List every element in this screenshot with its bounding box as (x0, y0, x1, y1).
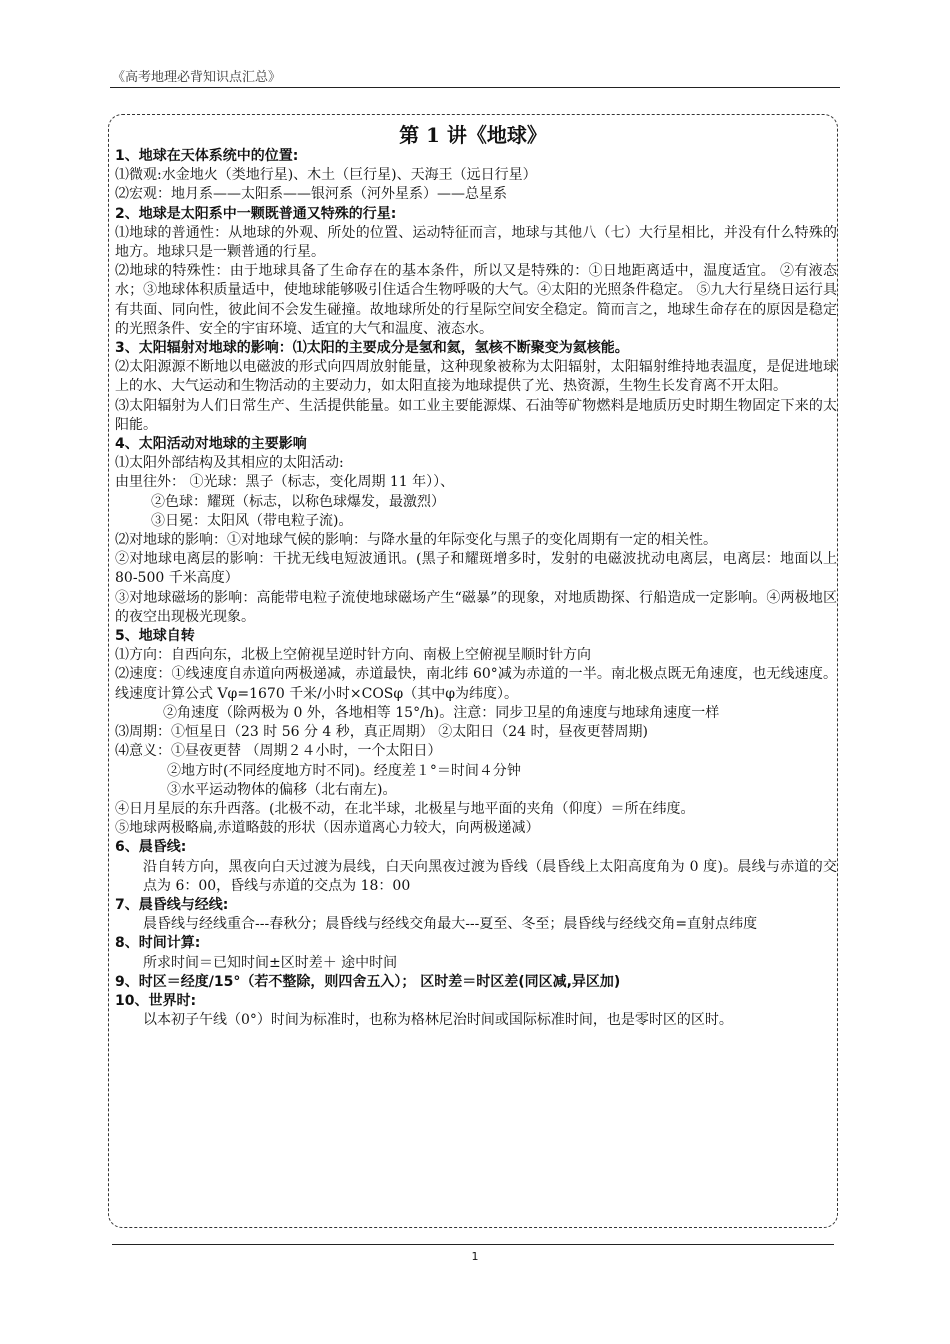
paragraph: ②地方时(不同经度地方时不同)。经度差１°＝时间４分钟 (167, 762, 521, 779)
paragraph: ⑶周期：①恒星日（23 时 56 分 4 秒，真正周期） ②太阳日（24 时，昼夜更替周期) (115, 724, 648, 741)
paragraph: ⑵宏观：地月系——太阳系——银河系（河外星系）——总星系 (115, 186, 507, 203)
section-heading-2: 2、地球是太阳系中一颗既普通又特殊的行星: (115, 205, 397, 222)
paragraph: ⑵地球的特殊性：由于地球具备了生命存在的基本条件，所以又是特殊的：①日地距离适中，温度适宜。 ②有液态水；③地球体积质量适中，使地球能够吸引住适合生物呼吸的大气。④太阳的光照条件稳定。 ⑤九大行星绕日运行具有共面、同向性，彼此间不会发生碰撞。故地球所处的行星际空间安全稳定。简而言之，地球生命存在的原因是稳定的光照条件、安全的宇宙环境、适宜的大气和温度、液态水。 (115, 263, 837, 337)
paragraph: ⑴微观:水金地火（类地行星)、木土（巨行星)、天海王（远日行星） (115, 167, 537, 184)
footer-divider (112, 1244, 834, 1245)
paragraph: ③日冕：太阳风（带电粒子流)。 (151, 512, 353, 529)
paragraph: 由里往外： ①光球：黑子（标志，变化周期 11 年））、 (115, 474, 455, 491)
paragraph: ⑵对地球的影响：①对地球气候的影响：与降水量的年际变化与黑子的变化周期有一定的相关性。 (115, 532, 717, 549)
content-frame (108, 114, 838, 1228)
header-divider (110, 87, 840, 88)
paragraph: ②角速度（除两极为 0 外，各地相等 15°/h)。注意：同步卫星的角速度与地球角速度一样 (163, 704, 720, 721)
paragraph: 以本初子午线（0°）时间为标准时，也称为格林尼治时间或国际标准时间，也是零时区的区时。 (143, 1012, 733, 1029)
lecture-title: 第 1 讲《地球》 (399, 123, 547, 147)
section-heading-10: 10、世界时: (115, 992, 197, 1009)
section-heading-3: 3、太阳辐射对地球的影响：⑴太阳的主要成分是氢和氦，氢核不断聚变为氦核能。 (115, 340, 629, 357)
paragraph: ⑴地球的普通性：从地球的外观、所处的位置、运动特征而言，地球与其他八（七）大行星相比，并没有什么特殊的地方。地球只是一颗普通的行星。 (115, 224, 837, 261)
section-heading-1: 1、地球在天体系统中的位置: (115, 148, 299, 164)
section-heading-7: 7、晨昏线与经线: (115, 896, 229, 913)
section-heading-5: 5、地球自转 (115, 628, 195, 645)
paragraph: ⑵速度：①线速度自赤道向两极递减，赤道最快，南北纬 60°减为赤道的一半。南北极点既无角速度，也无线速度。线速度计算公式 Vφ=1670 千米/小时×COSφ（其中φ为纬度）。 (115, 666, 837, 702)
section-heading-8: 8、时间计算: (115, 935, 201, 952)
content-body (115, 147, 837, 1030)
paragraph: 沿自转方向，黑夜向白天过渡为晨线，白天向黑夜过渡为昏线（晨昏线上太阳高度角为 0 度)。晨线与赤道的交点为 6：00，昏线与赤道的交点为 18：00 (143, 858, 837, 894)
paragraph: ⑶太阳辐射为人们日常生产、生活提供能量。如工业主要能源煤、石油等矿物燃料是地质历史时期生物固定下来的太阳能。 (115, 397, 837, 433)
paragraph: ⑴太阳外部结构及其相应的太阳活动: (115, 455, 344, 472)
section-heading-9: 9、时区＝经度/15°（若不整除，则四舍五入）； 区时差＝时区差(同区减,异区加) (115, 973, 621, 990)
paragraph: ⑤地球两极略扁,赤道略鼓的形状（因赤道离心力较大，向两极递减） (115, 820, 540, 837)
paragraph: ③对地球磁场的影响：高能带电粒子流使地球磁场产生“磁暴”的现象，对地质勘探、行船造成一定影响。④两极地区的夜空出现极光现象。 (115, 589, 837, 625)
paragraph: ⑴方向：自西向东，北极上空俯视呈逆时针方向、南极上空俯视呈顺时针方向 (115, 647, 591, 664)
section-heading-6: 6、晨昏线: (115, 839, 187, 856)
page-number: 1 (471, 1250, 479, 1263)
section-heading-4: 4、太阳活动对地球的主要影响 (115, 436, 307, 453)
paragraph: ④日月星辰的东升西落。(北极不动，在北半球，北极星与地平面的夹角（仰度）＝所在纬度。 (115, 800, 695, 817)
paragraph: ⑷意义：①昼夜更替 （周期２４小时，一个太阳日） (115, 743, 442, 760)
paragraph: ②色球：耀斑（标志，以称色球爆发，最激烈） (151, 493, 445, 510)
paragraph: ③水平运动物体的偏移（北右南左)。 (167, 781, 397, 798)
paragraph: 晨昏线与经线重合---春秋分；晨昏线与经线交角最大---夏至、冬至；晨昏线与经线交角=直射点纬度 (143, 916, 758, 933)
paragraph: ⑵太阳源源不断地以电磁波的形式向四周放射能量，这种现象被称为太阳辐射，太阳辐射维持地表温度，是促进地球上的水、大气运动和生物活动的主要动力，如太阳直接为地球提供了光、热资源，生物生长发育离不开太阳。 (115, 359, 837, 395)
paragraph: 所求时间＝已知时间±区时差＋ 途中时间 (143, 954, 398, 971)
paragraph: ②对地球电离层的影响：干扰无线电短波通讯。(黑子和耀斑增多时，发射的电磁波扰动电离层，电离层：地面以上 80-500 千米高度） (115, 551, 837, 587)
document-header: 《高考地理必背知识点汇总》 (112, 70, 282, 85)
